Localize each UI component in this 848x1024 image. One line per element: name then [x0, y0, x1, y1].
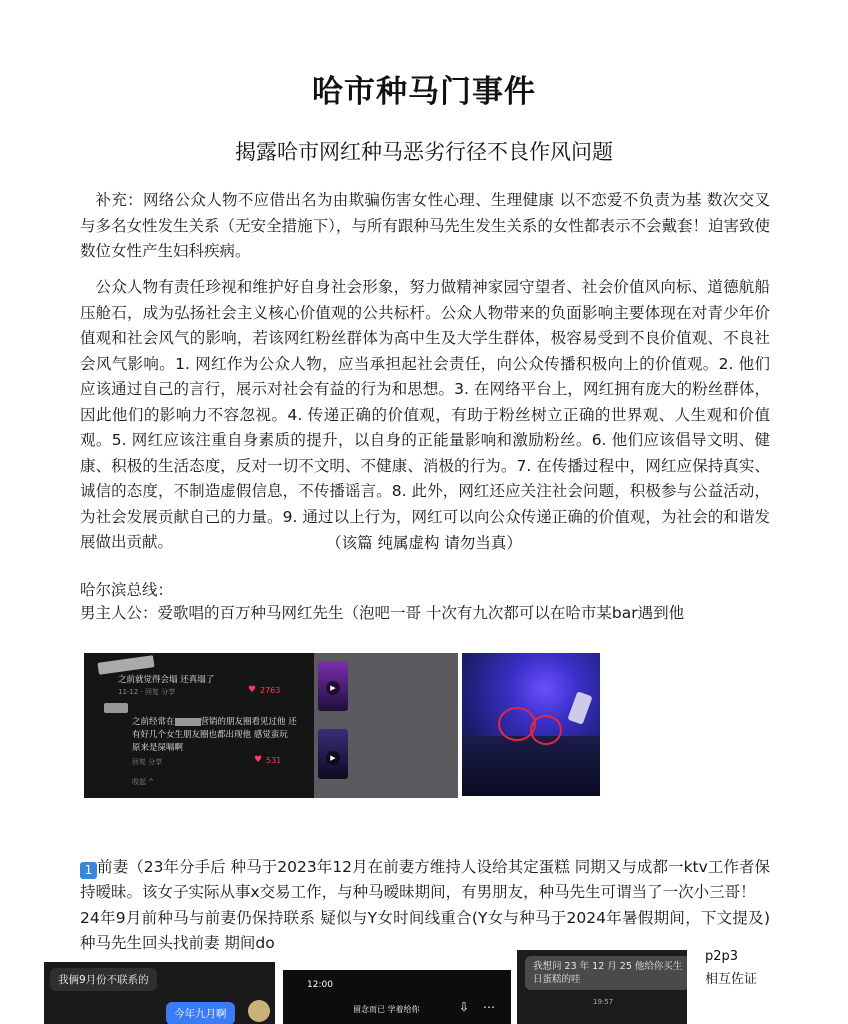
ex-wife-label: 前妻 [97, 857, 129, 876]
page-ref-note: 相互佐证 [705, 972, 758, 987]
phone-screenshot [283, 970, 511, 1024]
chat-time: 19:57 [593, 998, 614, 1006]
redacted-word [175, 718, 201, 726]
redacted-username [97, 655, 154, 675]
page-title: 哈市种马门事件 [312, 74, 536, 110]
chat-message: 今年九月啊 [166, 1002, 235, 1024]
supplement-paragraph: 补充：网络公众人物不应借出名为由欺骗伤害女性心理、生理健康 以不恋爱不负责为基 数次交叉与多名女性发生关系（无安全措施下），与所有跟种马先生发生关系的女性都表示不会戴套！迫害致使数位女性产生妇科疾病。 [80, 191, 770, 260]
reply-text-line1 [132, 715, 297, 727]
download-icon[interactable]: ⇩ [459, 1000, 470, 1014]
photo-caption: 留念而已 学着给你 [353, 1005, 420, 1014]
number-one-badge: 1 [80, 862, 97, 879]
chat-screenshot-2 [517, 950, 687, 1024]
ex-wife-text: （23年分手后 种马于2023年12月在前妻方维持人设给其定蛋糕 同期又与成都一ktv工作者保持暧昧。该女子实际从事x交易工作，与种马暧昧期间，有男朋友，种马先生可谓当了一次小三哥！ 24年9月前种马与前妻仍保持联系 疑似与Y女时间线重合(Y女与种马于2024年暑假期间，下文提及)种马先生回头找前妻 期间do [80, 857, 770, 952]
crowd-silhouettes [462, 736, 600, 796]
reply-text-part: 之前经常在 [132, 717, 175, 727]
disclaimer-note: （该篇 纯属虚构 请勿当真） [326, 534, 522, 552]
page-ref: p2p3 [705, 949, 739, 964]
avatar [248, 1000, 270, 1022]
cross-reference-label [705, 945, 757, 991]
page-subtitle: 揭露哈市网红种马恶劣行径不良作风问题 [235, 140, 613, 164]
bar-photo [462, 653, 600, 796]
redacted-avatar [104, 703, 128, 713]
reply-text-part: 营销的朋友圈看见过他 还 [200, 717, 297, 727]
video-thumbnails-screenshot [314, 653, 458, 798]
reply-text-line3: 原来是屎嗝啊 [132, 743, 184, 753]
like-count: 2763 [260, 686, 281, 695]
chat-message: 我想问 23 年 12 月 25 他给你买生日蛋糕的哇 [525, 956, 687, 990]
status-time: 12:00 [307, 980, 333, 990]
play-icon[interactable]: ▶ [326, 751, 340, 765]
highlight-circle [530, 715, 562, 745]
comment-screenshot [84, 653, 314, 798]
public-figure-paragraph: 公众人物有责任珍视和维护好自身社会形象，努力做精神家园守望者、社会价值风向标、道德航船压舱石，成为弘扬社会主义核心价值观的公共标杆。公众人物带来的负面影响主要体现在对青少年价值观和社会风气的影响，若该网红粉丝群体为高中生及大学生群体，极容易受到不良价值观、不良社会风气影响。1. 网红作为公众人物，应当承担起社会责任，向公众传播积极向上的价值观。2. 他们应该通过自己的言行，展示对社会有益的行为和思想。3. 在网络平台上，网红拥有庞大的粉丝群体，因此他们的影响力不容忽视。4. 传递正确的价值观，有助于粉丝树立正确的世界观、人生观和价值观。5. 网红应该注重自身素质的提升，以自身的正能量影响和激励粉丝。6. 他们应该倡导文明、健康、积极的生活态度，反对一切不文明、不健康、消极的行为。7. 在传播过程中，网红应保持真实、诚信的态度，不制造虚假信息，不传播谣言。8. 此外，网红还应关注社会问题，积极参与公益活动，为社会发展贡献自己的力量。9. 通过以上行为，网红可以向公众传递正确的价值观，为社会的和谐发展做出贡献。 [80, 278, 770, 551]
more-icon[interactable]: ⋯ [483, 1000, 495, 1014]
storyline-label: 哈尔滨总线： [80, 581, 174, 599]
heart-icon[interactable]: ♥ [248, 685, 257, 695]
ex-wife-paragraph [80, 829, 770, 957]
comment-text: 之前就觉得会塌 还真塌了 [118, 675, 215, 685]
heart-icon[interactable]: ♥ [254, 755, 263, 765]
chat-message: 我俩9月份不联系的 [50, 968, 157, 991]
reply-meta: 回复 分享 [132, 758, 163, 766]
chat-screenshot-1 [44, 962, 275, 1024]
comment-meta: 11-12 · 回复 分享 [118, 688, 176, 696]
collapse-replies[interactable]: 收起 ^ [132, 778, 155, 786]
play-icon[interactable]: ▶ [326, 681, 340, 695]
protagonist-line: 男主人公：爱歌唱的百万种马网红先生（泡吧一哥 十次有九次都可以在哈市某bar遇到他 [80, 604, 685, 622]
reply-text-line2: 有好几个女生朋友圈也都出现他 感觉蛮玩 [132, 730, 288, 740]
like-count: 531 [266, 756, 282, 765]
